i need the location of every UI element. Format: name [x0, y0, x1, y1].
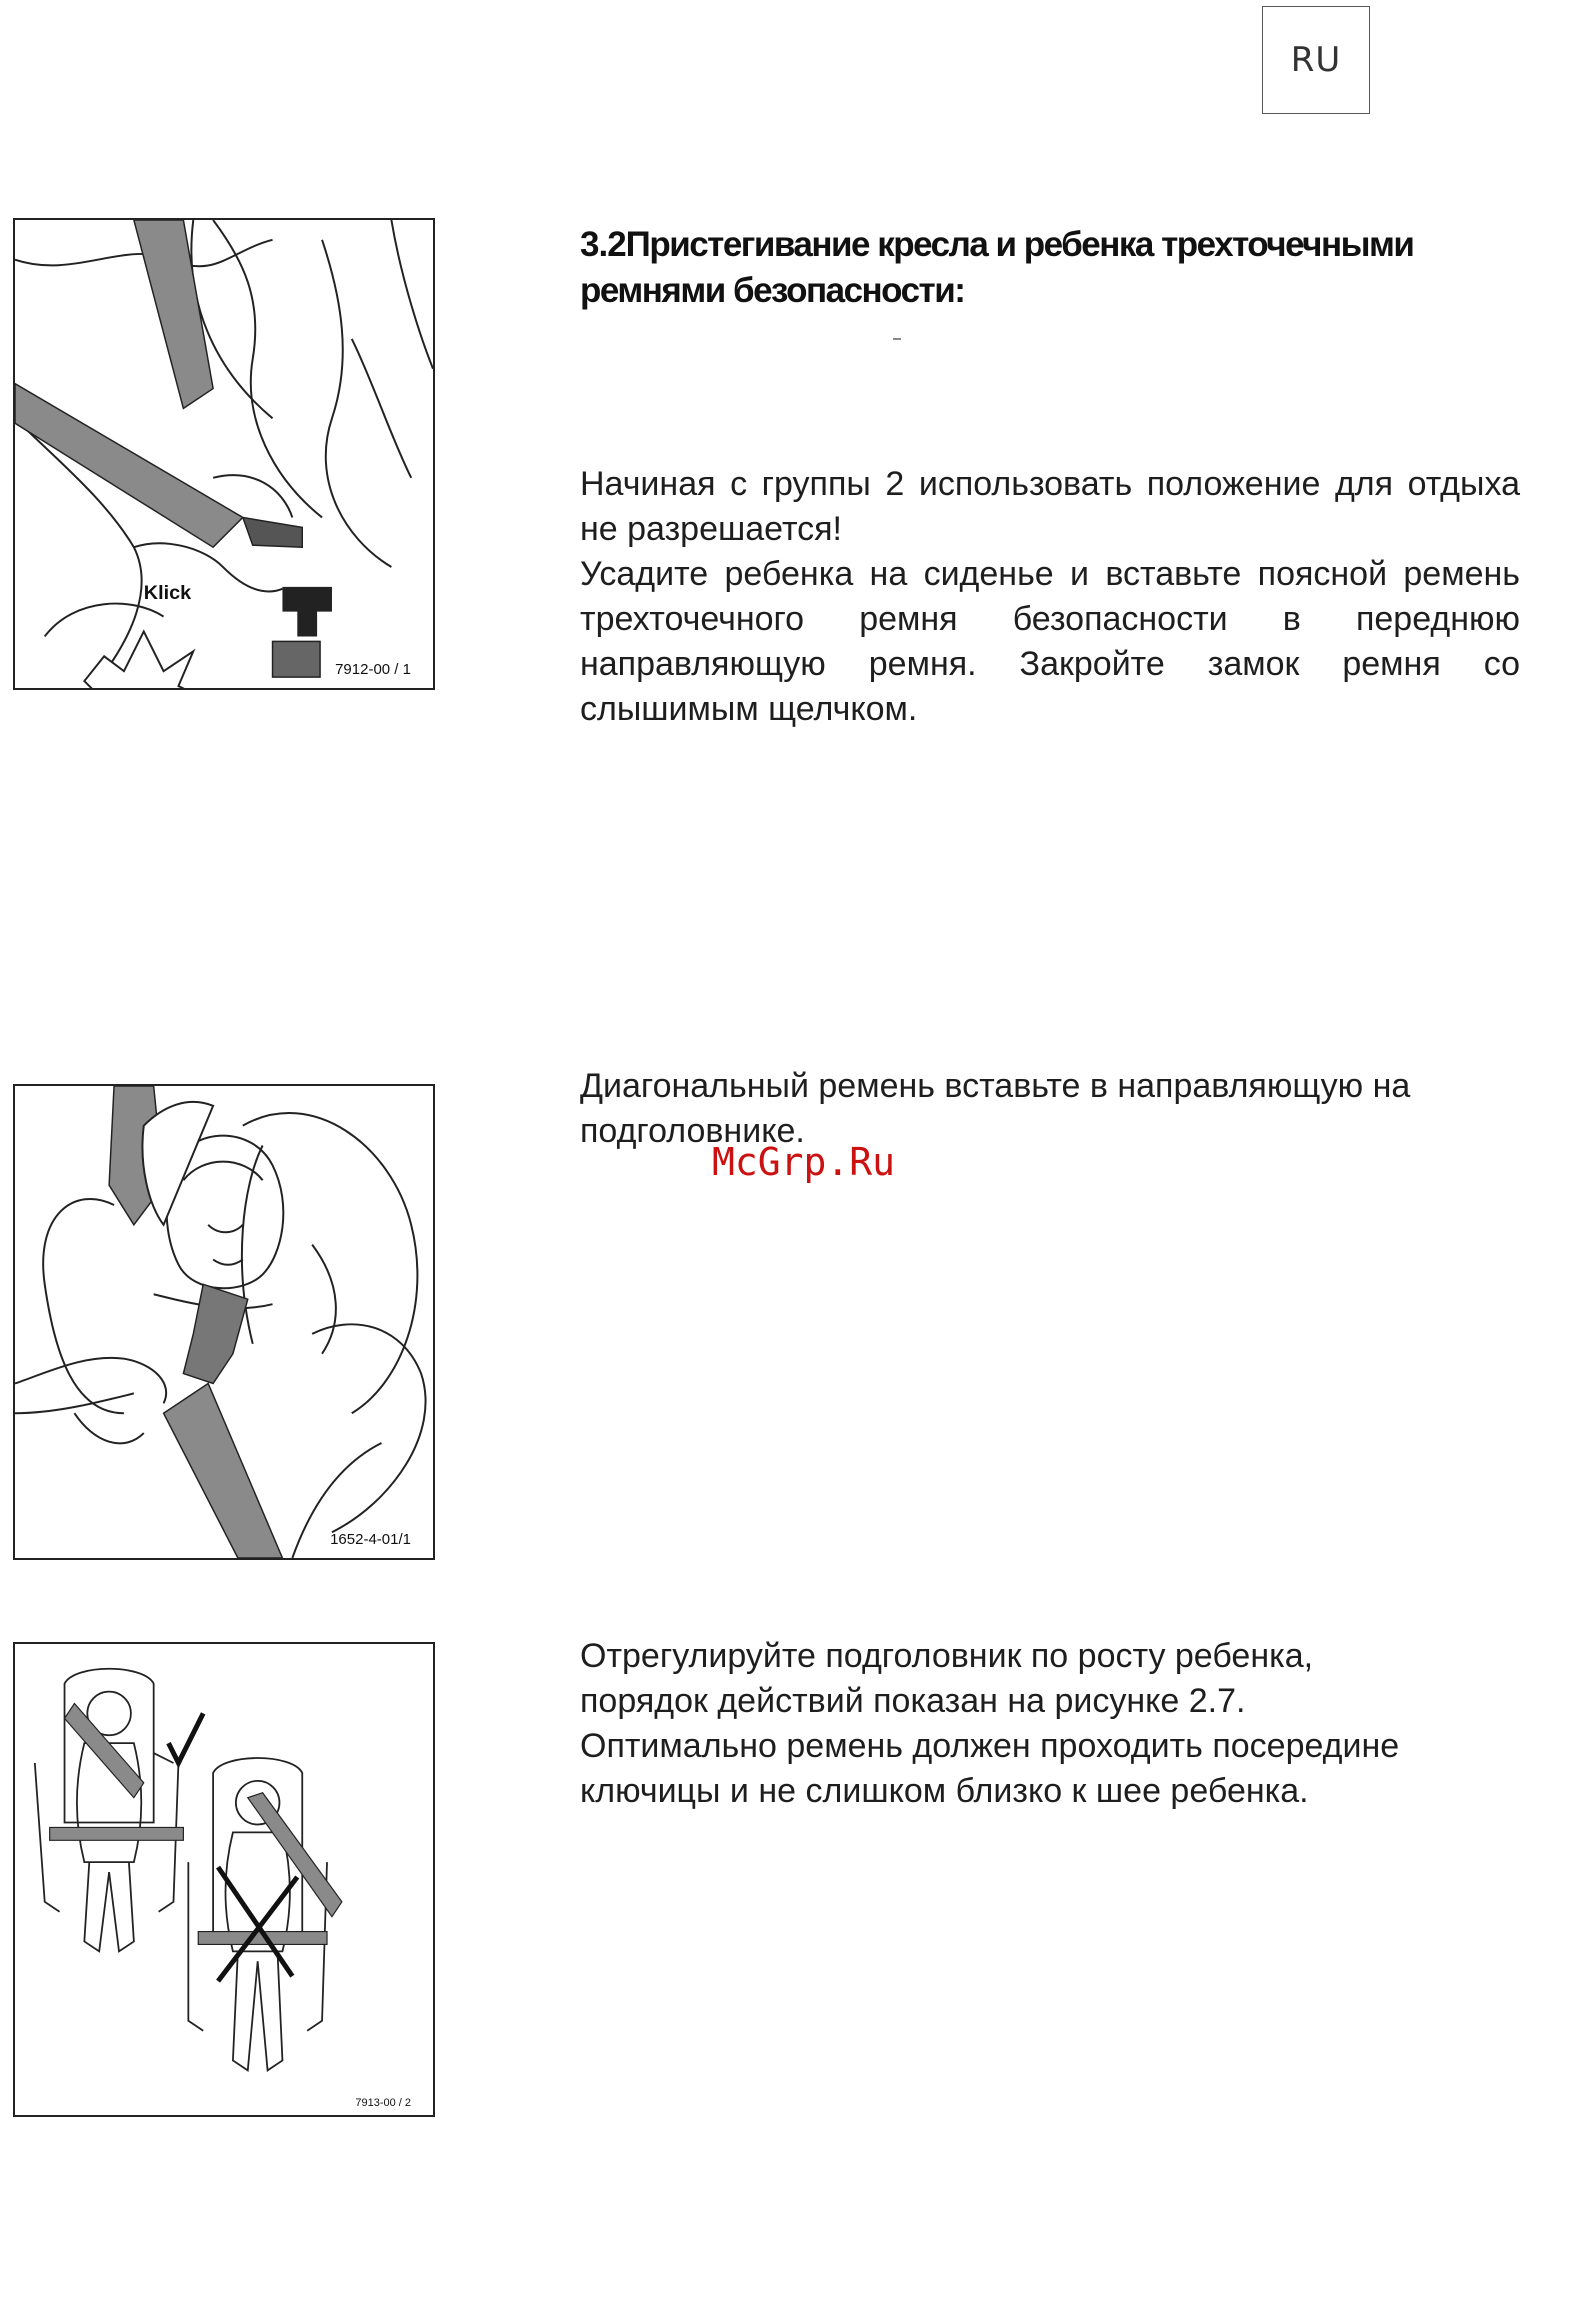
klick-callout: Klick — [143, 581, 192, 604]
belt-position-comparison — [15, 1644, 433, 2115]
figure-code: 1652-4-01/1 — [330, 1531, 411, 1548]
figure-diagonal-belt — [13, 1084, 435, 1560]
paragraph-line: ключицы и не слишком близко к шее ребенка. — [580, 1772, 1309, 1810]
figure-belt-position — [13, 1642, 435, 2117]
buckle-click-illustration — [15, 220, 433, 688]
section-title-line2: ремнями безопасности: — [580, 271, 965, 310]
paragraph-line: Диагональный ремень вставьте в направляющую на подголовнике. — [580, 1067, 1411, 1150]
correct-belt-position-illustration — [35, 1669, 179, 1952]
section-heading — [580, 222, 1520, 314]
paragraph-line: Оптимально ремень должен проходить посередине — [580, 1727, 1400, 1765]
paragraph-line: Отрегулируйте подголовник по росту ребенка, — [580, 1637, 1314, 1675]
check-mark-icon — [169, 1713, 204, 1763]
figure-code: 7913-00 / 2 — [355, 2097, 411, 2109]
paragraph-line: Начиная с группы 2 использовать положение для отдыха не разрешается! — [580, 465, 1520, 548]
section-number: 3.2 — [580, 225, 626, 264]
watermark: McGrp.Ru — [712, 1140, 896, 1184]
paragraph-buckle — [580, 462, 1520, 732]
figure-buckle-click — [13, 218, 435, 690]
diagonal-belt-headrest-illustration — [15, 1086, 433, 1558]
separator-mark — [893, 338, 901, 340]
paragraph-line: порядок действий показан на рисунке 2.7. — [580, 1682, 1246, 1720]
language-badge: RU — [1262, 6, 1370, 114]
section-title-line1: Пристегивание кресла и ребенка трехточечными — [625, 225, 1414, 264]
figure-code: 7912-00 / 1 — [335, 661, 411, 678]
paragraph-line: Усадите ребенка на сиденье и вставьте поясной ремень трехточечного ремня безопасности в переднюю направляющую ремня. Закройте замок ремня со слышимым щелчком. — [580, 555, 1520, 728]
paragraph-headrest-adjust — [580, 1634, 1520, 1814]
